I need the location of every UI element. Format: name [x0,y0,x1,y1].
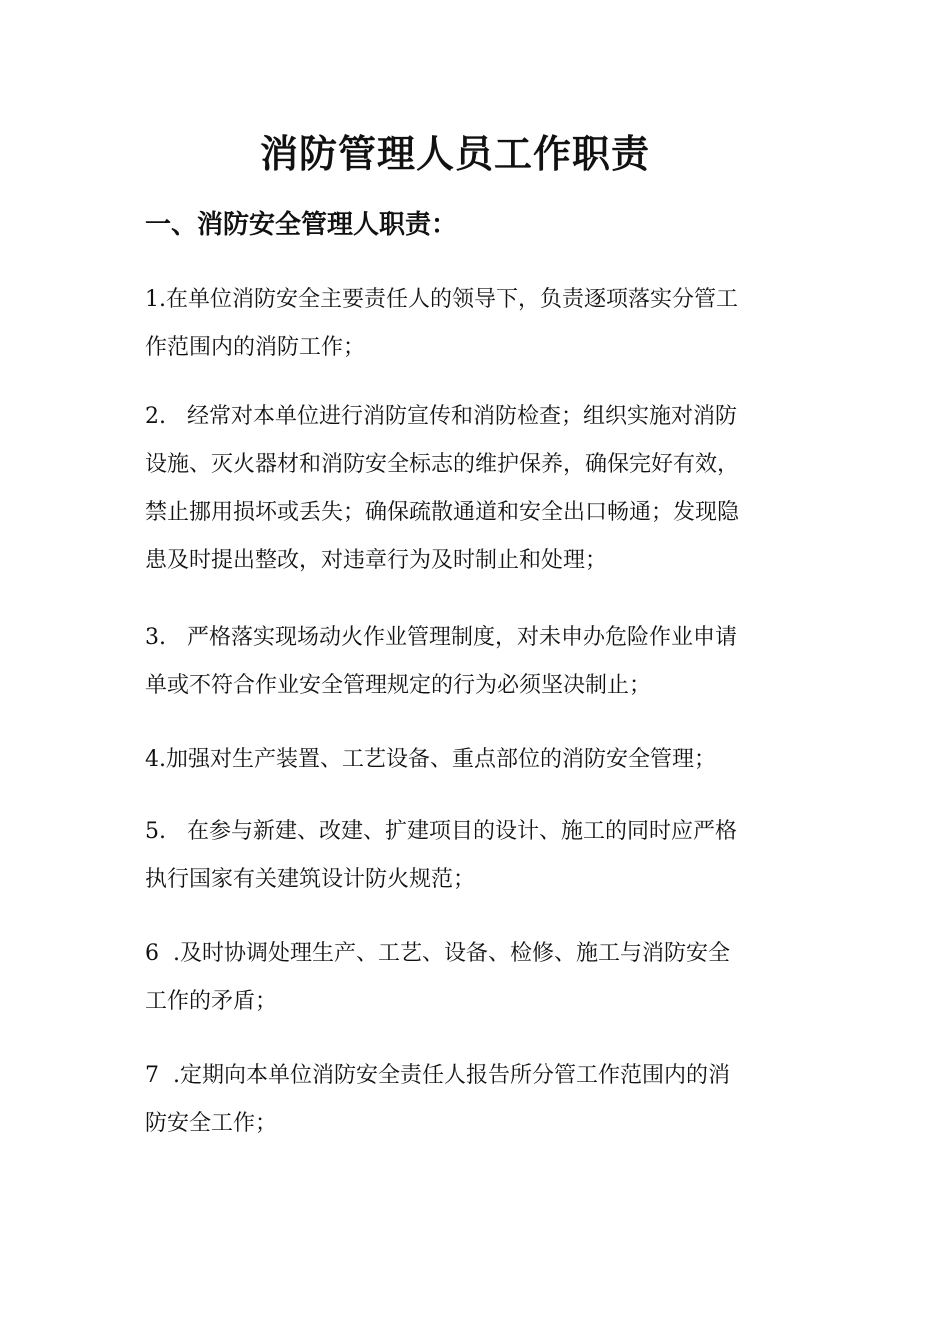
duty-item-2-line-1: 2. 经常对本单位进行消防宣传和消防检查；组织实施对消防 [145,404,737,429]
duty-item-1-line-1: 1.在单位消防安全主要责任人的领导下，负责逐项落实分管工 [145,287,738,312]
duty-item-1 [145,276,805,372]
duty-item-7 [145,1052,805,1148]
duty-item-2-line-2: 设施、灭火器材和消防安全标志的维护保养，确保完好有效， [145,452,740,477]
duty-item-2-line-4: 患及时提出整改，对违章行为及时制止和处理； [145,548,608,573]
duty-item-6-line-1: 6 .及时协调处理生产、工艺、设备、检修、施工与消防安全 [145,941,730,966]
document-title: 消防管理人员工作职责 [259,131,650,176]
duty-item-3 [145,614,805,710]
duty-item-7-line-1: 7 .定期向本单位消防安全责任人报告所分管工作范围内的消 [145,1063,730,1088]
duty-item-3-line-1: 3. 严格落实现场动火作业管理制度，对未申办危险作业申请 [145,625,737,650]
section-heading: 一、消防安全管理人职责： [145,210,458,240]
duty-item-7-line-2: 防安全工作； [145,1111,278,1136]
duty-item-4 [145,736,805,784]
duty-item-5 [145,808,805,904]
duty-item-4-line-1: 4.加强对生产装置、工艺设备、重点部位的消防安全管理； [145,747,716,772]
duty-item-2 [145,393,805,585]
duty-item-2-line-3: 禁止挪用损坏或丢失；确保疏散通道和安全出口畅通；发现隐 [145,500,740,525]
duty-item-3-line-2: 单或不符合作业安全管理规定的行为必须坚决制止； [145,673,652,698]
duty-item-6 [145,930,805,1026]
duty-item-6-line-2: 工作的矛盾； [145,989,278,1014]
duty-item-5-line-1: 5. 在参与新建、改建、扩建项目的设计、施工的同时应严格 [145,819,737,844]
duty-item-5-line-2: 执行国家有关建筑设计防火规范； [145,867,476,892]
duty-item-1-line-2: 作范围内的消防工作； [145,335,366,360]
